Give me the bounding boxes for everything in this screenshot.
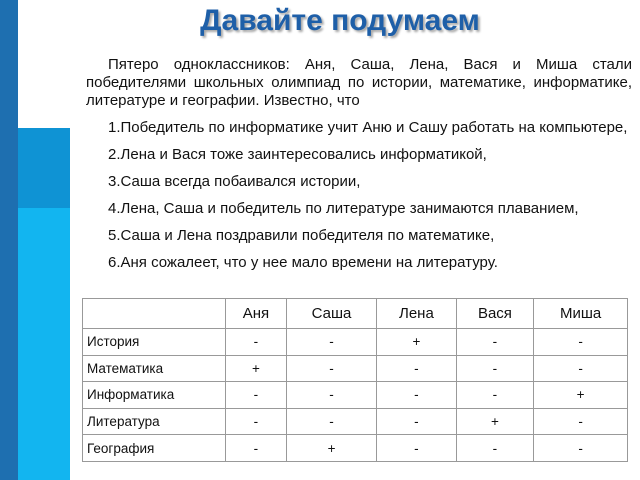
paragraph-fact-3: 3.Саша всегда побаивался истории, xyxy=(108,173,361,190)
table-cell: - xyxy=(456,382,534,409)
table-cell: - xyxy=(456,435,534,462)
column-header: Вася xyxy=(456,299,534,329)
table-header-row xyxy=(83,299,628,329)
table-cell: - xyxy=(377,435,456,462)
table-cell: - xyxy=(534,435,628,462)
slide-title: Давайте подумаем xyxy=(200,4,480,37)
table-cell: - xyxy=(286,328,376,355)
row-subject: Литература xyxy=(83,408,226,435)
column-header: Аня xyxy=(226,299,287,329)
left-decor-mid-block xyxy=(18,128,70,208)
table-row xyxy=(83,382,628,409)
table-cell: - xyxy=(534,408,628,435)
table-cell: + xyxy=(286,435,376,462)
table-row xyxy=(83,435,628,462)
column-header: Лена xyxy=(377,299,456,329)
table-cell: - xyxy=(377,382,456,409)
left-decor-white-strip xyxy=(18,0,70,128)
table-row xyxy=(83,355,628,382)
left-decor-bar-light xyxy=(18,0,70,480)
table-cell: - xyxy=(286,408,376,435)
row-subject: География xyxy=(83,435,226,462)
table-cell: - xyxy=(534,328,628,355)
table-cell: + xyxy=(456,408,534,435)
table-corner-cell xyxy=(83,299,226,329)
paragraph-fact-5: 5.Саша и Лена поздравили победителя по математике, xyxy=(108,227,495,244)
paragraph-fact-6: 6.Аня сожалеет, что у нее мало времени на литературу. xyxy=(108,254,498,271)
paragraph-fact-4: 4.Лена, Саша и победитель по литературе занимаются плаванием, xyxy=(108,200,579,217)
table-row xyxy=(83,408,628,435)
table-cell: - xyxy=(226,382,287,409)
left-decor-bar-dark xyxy=(0,0,18,480)
table-cell: - xyxy=(377,355,456,382)
table-cell: + xyxy=(377,328,456,355)
table-cell: - xyxy=(456,355,534,382)
paragraph-intro: Пятеро одноклассников: Аня, Саша, Лена, Вася и Миша стали победителями школьных олимпиад по истории, математике, информатике, литературе и географии. Известно, что xyxy=(86,56,632,109)
table-cell: - xyxy=(226,435,287,462)
table-cell: + xyxy=(226,355,287,382)
logic-table xyxy=(82,298,628,462)
table-cell: - xyxy=(534,355,628,382)
row-subject: Математика xyxy=(83,355,226,382)
paragraph-fact-2: 2.Лена и Вася тоже заинтересовались информатикой, xyxy=(108,146,487,163)
problem-text xyxy=(86,56,632,281)
column-header: Миша xyxy=(534,299,628,329)
paragraph-fact-1: 1.Победитель по информатике учит Аню и Сашу работать на компьютере, xyxy=(108,119,628,136)
table-cell: - xyxy=(456,328,534,355)
table-cell: - xyxy=(226,408,287,435)
table-cell: - xyxy=(377,408,456,435)
table-row xyxy=(83,328,628,355)
row-subject: Информатика xyxy=(83,382,226,409)
column-header: Саша xyxy=(286,299,376,329)
table-cell: - xyxy=(286,355,376,382)
table-cell: + xyxy=(534,382,628,409)
table-cell: - xyxy=(286,382,376,409)
row-subject: История xyxy=(83,328,226,355)
table-cell: - xyxy=(226,328,287,355)
